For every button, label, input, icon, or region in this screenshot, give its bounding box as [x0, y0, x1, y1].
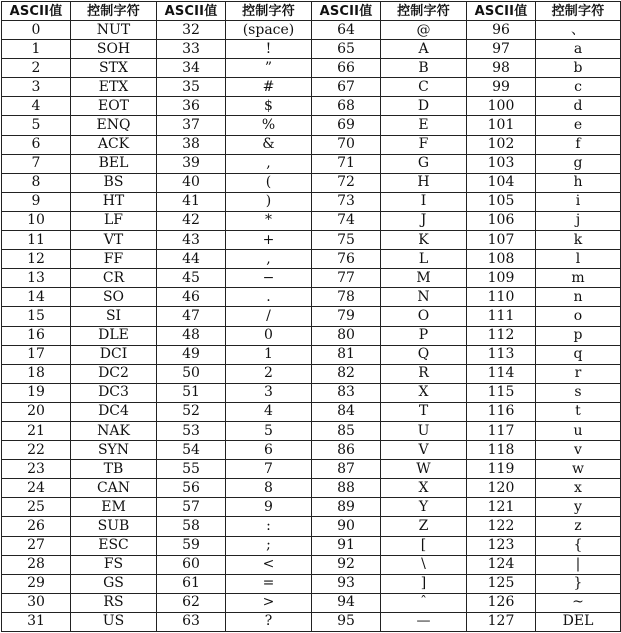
- ascii-value-cell: 58: [157, 517, 226, 536]
- ascii-value-cell: 41: [157, 192, 226, 211]
- ascii-value-cell: 23: [2, 460, 71, 479]
- column-header-ascii-value: ASCII值: [467, 2, 536, 21]
- control-char-cell: a: [536, 40, 621, 59]
- control-char-cell: SUB: [71, 517, 157, 536]
- control-char-cell: *: [226, 211, 312, 230]
- ascii-value-cell: 95: [312, 612, 381, 631]
- control-char-cell: G: [381, 154, 467, 173]
- table-row: [2, 173, 621, 192]
- control-char-cell: ESC: [71, 536, 157, 555]
- control-char-cell: f: [536, 135, 621, 154]
- ascii-value-cell: 64: [312, 21, 381, 40]
- control-char-cell: M: [381, 269, 467, 288]
- control-char-cell: W: [381, 460, 467, 479]
- control-char-cell: V: [381, 441, 467, 460]
- control-char-cell: P: [381, 326, 467, 345]
- ascii-value-cell: 8: [2, 173, 71, 192]
- control-char-cell: U: [381, 421, 467, 440]
- ascii-value-cell: 7: [2, 154, 71, 173]
- ascii-value-cell: 44: [157, 250, 226, 269]
- control-char-cell: DEL: [536, 612, 621, 631]
- ascii-value-cell: 67: [312, 78, 381, 97]
- ascii-value-cell: 118: [467, 441, 536, 460]
- ascii-value-cell: 0: [2, 21, 71, 40]
- ascii-value-cell: 79: [312, 307, 381, 326]
- ascii-value-cell: 46: [157, 288, 226, 307]
- ascii-value-cell: 39: [157, 154, 226, 173]
- table-row: [2, 192, 621, 211]
- ascii-value-cell: 70: [312, 135, 381, 154]
- ascii-value-cell: 73: [312, 192, 381, 211]
- control-char-cell: Y: [381, 498, 467, 517]
- ascii-value-cell: 2: [2, 59, 71, 78]
- control-char-cell: —: [381, 612, 467, 631]
- ascii-value-cell: 48: [157, 326, 226, 345]
- ascii-value-cell: 3: [2, 78, 71, 97]
- ascii-value-cell: 86: [312, 441, 381, 460]
- ascii-value-cell: 62: [157, 593, 226, 612]
- ascii-value-cell: 26: [2, 517, 71, 536]
- control-char-cell: h: [536, 173, 621, 192]
- control-char-cell: HT: [71, 192, 157, 211]
- ascii-value-cell: 72: [312, 173, 381, 192]
- control-char-cell: <: [226, 555, 312, 574]
- table-row: [2, 612, 621, 631]
- ascii-value-cell: 28: [2, 555, 71, 574]
- control-char-cell: K: [381, 231, 467, 250]
- control-char-cell: NAK: [71, 421, 157, 440]
- ascii-value-cell: 5: [2, 116, 71, 135]
- table-row: [2, 59, 621, 78]
- ascii-value-cell: 11: [2, 231, 71, 250]
- control-char-cell: EM: [71, 498, 157, 517]
- control-char-cell: /: [226, 307, 312, 326]
- table-row: [2, 555, 621, 574]
- ascii-value-cell: 54: [157, 441, 226, 460]
- ascii-value-cell: 42: [157, 211, 226, 230]
- ascii-value-cell: 47: [157, 307, 226, 326]
- control-char-cell: %: [226, 116, 312, 135]
- control-char-cell: US: [71, 612, 157, 631]
- ascii-value-cell: 24: [2, 479, 71, 498]
- control-char-cell: DC2: [71, 364, 157, 383]
- ascii-value-cell: 53: [157, 421, 226, 440]
- control-char-cell: H: [381, 173, 467, 192]
- ascii-value-cell: 112: [467, 326, 536, 345]
- ascii-value-cell: 30: [2, 593, 71, 612]
- table-row: [2, 211, 621, 230]
- control-char-cell: +: [226, 231, 312, 250]
- control-char-cell: SYN: [71, 441, 157, 460]
- ascii-value-cell: 76: [312, 250, 381, 269]
- control-char-cell: 2: [226, 364, 312, 383]
- ascii-value-cell: 33: [157, 40, 226, 59]
- ascii-value-cell: 50: [157, 364, 226, 383]
- ascii-value-cell: 40: [157, 173, 226, 192]
- control-char-cell: ?: [226, 612, 312, 631]
- column-header-control-char: 控制字符: [71, 2, 157, 21]
- ascii-value-cell: 122: [467, 517, 536, 536]
- table-row: [2, 97, 621, 116]
- ascii-value-cell: 32: [157, 21, 226, 40]
- control-char-cell: \: [381, 555, 467, 574]
- control-char-cell: d: [536, 97, 621, 116]
- ascii-value-cell: 124: [467, 555, 536, 574]
- control-char-cell: J: [381, 211, 467, 230]
- table-row: [2, 135, 621, 154]
- table-row: [2, 154, 621, 173]
- ascii-value-cell: 78: [312, 288, 381, 307]
- ascii-value-cell: 113: [467, 345, 536, 364]
- control-char-cell: STX: [71, 59, 157, 78]
- control-char-cell: EOT: [71, 97, 157, 116]
- ascii-value-cell: 87: [312, 460, 381, 479]
- ascii-value-cell: 75: [312, 231, 381, 250]
- ascii-value-cell: 110: [467, 288, 536, 307]
- ascii-value-cell: 15: [2, 307, 71, 326]
- ascii-value-cell: 84: [312, 402, 381, 421]
- ascii-value-cell: 25: [2, 498, 71, 517]
- control-char-cell: ]: [381, 574, 467, 593]
- ascii-value-cell: 108: [467, 250, 536, 269]
- control-char-cell: u: [536, 421, 621, 440]
- ascii-value-cell: 74: [312, 211, 381, 230]
- control-char-cell: #: [226, 78, 312, 97]
- control-char-cell: ): [226, 192, 312, 211]
- ascii-value-cell: 77: [312, 269, 381, 288]
- control-char-cell: =: [226, 574, 312, 593]
- ascii-value-cell: 99: [467, 78, 536, 97]
- control-char-cell: I: [381, 192, 467, 211]
- control-char-cell: ”: [226, 59, 312, 78]
- control-char-cell: CAN: [71, 479, 157, 498]
- table-row: [2, 574, 621, 593]
- ascii-value-cell: 36: [157, 97, 226, 116]
- control-char-cell: &: [226, 135, 312, 154]
- column-header-ascii-value: ASCII值: [2, 2, 71, 21]
- ascii-value-cell: 103: [467, 154, 536, 173]
- ascii-value-cell: 98: [467, 59, 536, 78]
- control-char-cell: NUT: [71, 21, 157, 40]
- control-char-cell: g: [536, 154, 621, 173]
- table-row: [2, 402, 621, 421]
- ascii-value-cell: 1: [2, 40, 71, 59]
- ascii-value-cell: 85: [312, 421, 381, 440]
- control-char-cell: 8: [226, 479, 312, 498]
- table-row: [2, 231, 621, 250]
- ascii-value-cell: 55: [157, 460, 226, 479]
- control-char-cell: GS: [71, 574, 157, 593]
- ascii-value-cell: 16: [2, 326, 71, 345]
- table-row: [2, 345, 621, 364]
- column-header-control-char: 控制字符: [536, 2, 621, 21]
- column-header-ascii-value: ASCII值: [157, 2, 226, 21]
- table-row: [2, 288, 621, 307]
- table-row: [2, 383, 621, 402]
- control-char-cell: N: [381, 288, 467, 307]
- ascii-value-cell: 14: [2, 288, 71, 307]
- control-char-cell: F: [381, 135, 467, 154]
- control-char-cell: A: [381, 40, 467, 59]
- table-row: [2, 250, 621, 269]
- control-char-cell: $: [226, 97, 312, 116]
- control-char-cell: DCI: [71, 345, 157, 364]
- control-char-cell: 3: [226, 383, 312, 402]
- ascii-value-cell: 71: [312, 154, 381, 173]
- control-char-cell: (space): [226, 21, 312, 40]
- table-row: [2, 116, 621, 135]
- ascii-value-cell: 52: [157, 402, 226, 421]
- control-char-cell: O: [381, 307, 467, 326]
- column-header-control-char: 控制字符: [226, 2, 312, 21]
- control-char-cell: ACK: [71, 135, 157, 154]
- ascii-value-cell: 31: [2, 612, 71, 631]
- header-row: [2, 2, 621, 21]
- table-row: [2, 364, 621, 383]
- ascii-value-cell: 89: [312, 498, 381, 517]
- control-char-cell: o: [536, 307, 621, 326]
- ascii-value-cell: 116: [467, 402, 536, 421]
- ascii-value-cell: 65: [312, 40, 381, 59]
- control-char-cell: DC3: [71, 383, 157, 402]
- column-header-control-char: 控制字符: [381, 2, 467, 21]
- ascii-value-cell: 102: [467, 135, 536, 154]
- ascii-value-cell: 69: [312, 116, 381, 135]
- control-char-cell: L: [381, 250, 467, 269]
- ascii-value-cell: 18: [2, 364, 71, 383]
- ascii-value-cell: 80: [312, 326, 381, 345]
- ascii-value-cell: 35: [157, 78, 226, 97]
- ascii-value-cell: 107: [467, 231, 536, 250]
- table-row: [2, 326, 621, 345]
- control-char-cell: SOH: [71, 40, 157, 59]
- control-char-cell: (: [226, 173, 312, 192]
- ascii-value-cell: 56: [157, 479, 226, 498]
- ascii-value-cell: 96: [467, 21, 536, 40]
- table-row: [2, 517, 621, 536]
- ascii-value-cell: 22: [2, 441, 71, 460]
- ascii-value-cell: 61: [157, 574, 226, 593]
- ascii-value-cell: 126: [467, 593, 536, 612]
- ascii-value-cell: 60: [157, 555, 226, 574]
- ascii-value-cell: 37: [157, 116, 226, 135]
- control-char-cell: TB: [71, 460, 157, 479]
- ascii-value-cell: 105: [467, 192, 536, 211]
- ascii-value-cell: 91: [312, 536, 381, 555]
- ascii-value-cell: 83: [312, 383, 381, 402]
- control-char-cell: ~: [536, 593, 621, 612]
- ascii-value-cell: 34: [157, 59, 226, 78]
- control-char-cell: v: [536, 441, 621, 460]
- ascii-value-cell: 100: [467, 97, 536, 116]
- control-char-cell: C: [381, 78, 467, 97]
- table-row: [2, 593, 621, 612]
- table-row: [2, 78, 621, 97]
- control-char-cell: FS: [71, 555, 157, 574]
- ascii-value-cell: 27: [2, 536, 71, 555]
- control-char-cell: 、: [536, 21, 621, 40]
- control-char-cell: Z: [381, 517, 467, 536]
- table-row: [2, 498, 621, 517]
- ascii-value-cell: 109: [467, 269, 536, 288]
- control-char-cell: p: [536, 326, 621, 345]
- control-char-cell: ˆ: [381, 593, 467, 612]
- ascii-value-cell: 111: [467, 307, 536, 326]
- ascii-value-cell: 123: [467, 536, 536, 555]
- control-char-cell: ENQ: [71, 116, 157, 135]
- ascii-value-cell: 59: [157, 536, 226, 555]
- control-char-cell: r: [536, 364, 621, 383]
- ascii-value-cell: 29: [2, 574, 71, 593]
- control-char-cell: n: [536, 288, 621, 307]
- table-body: [2, 21, 621, 632]
- ascii-value-cell: 6: [2, 135, 71, 154]
- control-char-cell: !: [226, 40, 312, 59]
- control-char-cell: R: [381, 364, 467, 383]
- control-char-cell: ,: [226, 250, 312, 269]
- control-char-cell: ;: [226, 536, 312, 555]
- ascii-value-cell: 12: [2, 250, 71, 269]
- control-char-cell: 7: [226, 460, 312, 479]
- control-char-cell: q: [536, 345, 621, 364]
- control-char-cell: [: [381, 536, 467, 555]
- table-row: [2, 269, 621, 288]
- control-char-cell: |: [536, 555, 621, 574]
- control-char-cell: X: [381, 383, 467, 402]
- ascii-value-cell: 127: [467, 612, 536, 631]
- control-char-cell: t: [536, 402, 621, 421]
- ascii-value-cell: 94: [312, 593, 381, 612]
- table-row: [2, 441, 621, 460]
- ascii-value-cell: 93: [312, 574, 381, 593]
- ascii-value-cell: 90: [312, 517, 381, 536]
- ascii-value-cell: 9: [2, 192, 71, 211]
- ascii-value-cell: 51: [157, 383, 226, 402]
- control-char-cell: z: [536, 517, 621, 536]
- column-header-ascii-value: ASCII值: [312, 2, 381, 21]
- control-char-cell: E: [381, 116, 467, 135]
- control-char-cell: >: [226, 593, 312, 612]
- control-char-cell: w: [536, 460, 621, 479]
- control-char-cell: 6: [226, 441, 312, 460]
- ascii-value-cell: 57: [157, 498, 226, 517]
- control-char-cell: y: [536, 498, 621, 517]
- control-char-cell: T: [381, 402, 467, 421]
- control-char-cell: e: [536, 116, 621, 135]
- table-row: [2, 421, 621, 440]
- control-char-cell: BEL: [71, 154, 157, 173]
- control-char-cell: x: [536, 479, 621, 498]
- control-char-cell: ,: [226, 154, 312, 173]
- table-row: [2, 307, 621, 326]
- ascii-value-cell: 21: [2, 421, 71, 440]
- control-char-cell: RS: [71, 593, 157, 612]
- control-char-cell: LF: [71, 211, 157, 230]
- ascii-value-cell: 106: [467, 211, 536, 230]
- control-char-cell: FF: [71, 250, 157, 269]
- control-char-cell: c: [536, 78, 621, 97]
- table-row: [2, 21, 621, 40]
- ascii-value-cell: 117: [467, 421, 536, 440]
- control-char-cell: m: [536, 269, 621, 288]
- control-char-cell: SI: [71, 307, 157, 326]
- control-char-cell: ETX: [71, 78, 157, 97]
- ascii-value-cell: 38: [157, 135, 226, 154]
- ascii-value-cell: 63: [157, 612, 226, 631]
- control-char-cell: DLE: [71, 326, 157, 345]
- control-char-cell: l: [536, 250, 621, 269]
- ascii-value-cell: 121: [467, 498, 536, 517]
- control-char-cell: }: [536, 574, 621, 593]
- table-row: [2, 40, 621, 59]
- ascii-value-cell: 4: [2, 97, 71, 116]
- control-char-cell: @: [381, 21, 467, 40]
- control-char-cell: .: [226, 288, 312, 307]
- control-char-cell: SO: [71, 288, 157, 307]
- control-char-cell: 4: [226, 402, 312, 421]
- ascii-value-cell: 101: [467, 116, 536, 135]
- ascii-value-cell: 68: [312, 97, 381, 116]
- control-char-cell: X: [381, 479, 467, 498]
- ascii-value-cell: 88: [312, 479, 381, 498]
- ascii-value-cell: 10: [2, 211, 71, 230]
- ascii-value-cell: 125: [467, 574, 536, 593]
- control-char-cell: {: [536, 536, 621, 555]
- control-char-cell: b: [536, 59, 621, 78]
- ascii-value-cell: 82: [312, 364, 381, 383]
- control-char-cell: i: [536, 192, 621, 211]
- ascii-value-cell: 13: [2, 269, 71, 288]
- ascii-value-cell: 49: [157, 345, 226, 364]
- ascii-value-cell: 119: [467, 460, 536, 479]
- control-char-cell: CR: [71, 269, 157, 288]
- control-char-cell: s: [536, 383, 621, 402]
- table-row: [2, 536, 621, 555]
- control-char-cell: 0: [226, 326, 312, 345]
- ascii-value-cell: 17: [2, 345, 71, 364]
- ascii-value-cell: 81: [312, 345, 381, 364]
- control-char-cell: j: [536, 211, 621, 230]
- control-char-cell: BS: [71, 173, 157, 192]
- ascii-value-cell: 92: [312, 555, 381, 574]
- ascii-value-cell: 66: [312, 59, 381, 78]
- control-char-cell: D: [381, 97, 467, 116]
- control-char-cell: Q: [381, 345, 467, 364]
- control-char-cell: k: [536, 231, 621, 250]
- ascii-value-cell: 114: [467, 364, 536, 383]
- ascii-value-cell: 19: [2, 383, 71, 402]
- ascii-value-cell: 115: [467, 383, 536, 402]
- ascii-table: [1, 1, 621, 632]
- control-char-cell: 5: [226, 421, 312, 440]
- control-char-cell: DC4: [71, 402, 157, 421]
- control-char-cell: 1: [226, 345, 312, 364]
- ascii-value-cell: 120: [467, 479, 536, 498]
- ascii-value-cell: 104: [467, 173, 536, 192]
- control-char-cell: VT: [71, 231, 157, 250]
- ascii-value-cell: 20: [2, 402, 71, 421]
- control-char-cell: B: [381, 59, 467, 78]
- control-char-cell: 9: [226, 498, 312, 517]
- control-char-cell: :: [226, 517, 312, 536]
- table-row: [2, 479, 621, 498]
- ascii-value-cell: 97: [467, 40, 536, 59]
- ascii-value-cell: 45: [157, 269, 226, 288]
- table-row: [2, 460, 621, 479]
- control-char-cell: −: [226, 269, 312, 288]
- ascii-value-cell: 43: [157, 231, 226, 250]
